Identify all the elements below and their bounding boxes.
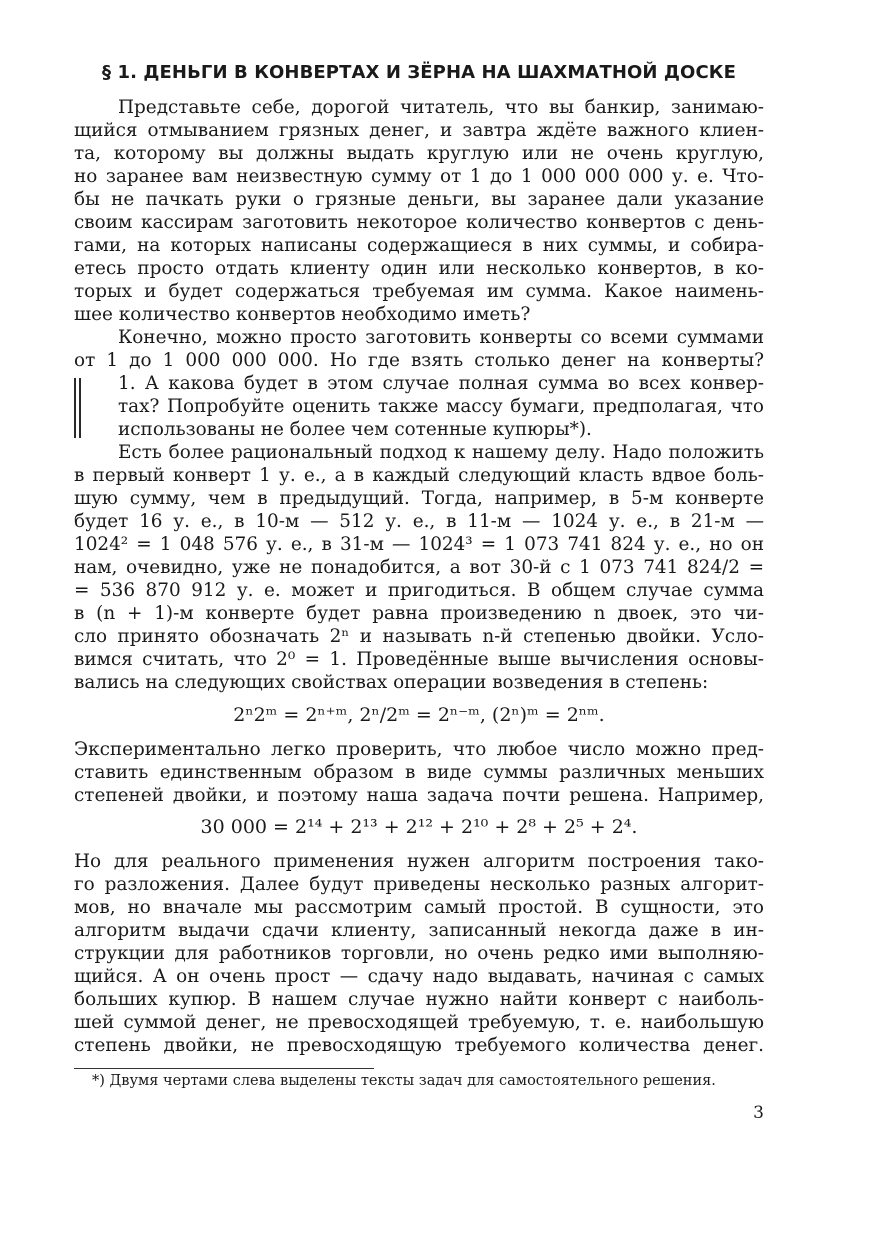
text-line: шую сумму, чем в предыдущий. Тогда, например, в 5-м конверте [74, 488, 764, 509]
exercise-marker-bar [74, 378, 76, 438]
text-line: степеней двойки, и поэтому наша задача почти решена. Например, [74, 785, 764, 806]
text-line: Конечно, можно просто заготовить конверты со всеми суммами [118, 327, 764, 348]
text-line: шее количество конвертов необходимо иметь? [74, 304, 531, 325]
text-line: щийся. А он очень прост — сдачу надо выдавать, начиная с самых [74, 966, 764, 987]
text-line: струкции для работников торговли, но очень редко ими выполняю- [74, 943, 764, 964]
text-line: в (n + 1)-м конверте будет равна произведению n двоек, это чи- [74, 603, 764, 624]
text-line: мов, но вначале мы рассмотрим самый простой. В сущности, это [74, 897, 764, 918]
exercise-marker-bar [79, 378, 81, 438]
text-line: в первый конверт 1 у. е., а в каждый следующий класть вдвое боль- [74, 465, 764, 486]
text-line: будет 16 у. е., в 10-м — 512 у. е., в 11-м — 1024 у. е., в 21-м — [74, 511, 764, 532]
text-line: но заранее вам неизвестную сумму от 1 до 1 000 000 000 у. е. Что- [74, 166, 764, 187]
exercise-line: использованы не более чем сотенные купюры*). [118, 419, 592, 440]
book-page [74, 0, 764, 1240]
text-line: сло принято обозначать 2ⁿ и называть n-й степенью двойки. Усло- [74, 626, 764, 647]
text-line: = 536 870 912 у. е. может и пригодиться. В общем случае сумма [74, 580, 764, 601]
text-line: алгоритм выдачи сдачи клиенту, записанный некогда даже в ин- [74, 920, 764, 941]
text-line: от 1 до 1 000 000 000. Но где взять столько денег на конверты? [74, 350, 764, 371]
text-line: Представьте себе, дорогой читатель, что вы банкир, занимаю- [118, 97, 764, 118]
text-line: щийся отмыванием грязных денег, и завтра ждёте важного клиен- [74, 120, 764, 141]
text-line: та, которому вы должны выдать круглую или не очень круглую, [74, 143, 764, 164]
text-line: Но для реального применения нужен алгоритм построения тако- [74, 851, 764, 872]
text-line: шей суммой денег, не превосходящей требуемую, т. е. наибольшую [74, 1012, 764, 1033]
text-line: больших купюр. В нашем случае нужно найти конверт с наиболь- [74, 989, 764, 1010]
text-line: вались на следующих свойствах операции возведения в степень: [74, 672, 709, 693]
page-number: 3 [753, 1103, 764, 1123]
footnote: *) Двумя чертами слева выделены тексты задач для самостоятельного решения. [92, 1073, 716, 1089]
formula-exponent-properties: 2ⁿ2ᵐ = 2ⁿ⁺ᵐ, 2ⁿ/2ᵐ = 2ⁿ⁻ᵐ, (2ⁿ)ᵐ = 2ⁿᵐ. [233, 704, 605, 726]
text-line: степень двойки, не превосходящую требуемого количества денег. [74, 1035, 764, 1056]
text-line: ставить единственным образом в виде суммы различных меньших [74, 762, 764, 783]
text-line: вимся считать, что 2⁰ = 1. Проведённые выше вычисления основы- [74, 649, 764, 670]
text-line: торых и будет содержаться требуемая им сумма. Какое наимень- [74, 281, 764, 302]
formula-binary-decomposition: 30 000 = 2¹⁴ + 2¹³ + 2¹² + 2¹⁰ + 2⁸ + 2⁵ + 2⁴. [200, 816, 638, 838]
text-line: гами, на которых написаны содержащиеся в них суммы, и собира- [74, 235, 764, 256]
text-line: етесь просто отдать клиенту один или несколько конвертов, в ко- [74, 258, 764, 279]
text-line: бы не пачкать руки о грязные деньги, вы заранее дали указание [74, 189, 764, 210]
exercise-line: 1. А какова будет в этом случае полная сумма во всех конвер- [118, 373, 764, 394]
text-line: своим кассирам заготовить некоторое количество конвертов с день- [74, 212, 764, 233]
text-line: нам, очевидно, уже не понадобится, а вот 30-й с 1 073 741 824/2 = [74, 557, 764, 578]
text-line: 1024² = 1 048 576 у. е., в 31-м — 1024³ = 1 073 741 824 у. е., но он [74, 534, 764, 555]
text-line: Экспериментально легко проверить, что любое число можно пред- [74, 739, 764, 760]
text-line: Есть более рациональный подход к нашему делу. Надо положить [118, 442, 764, 463]
exercise-line: тах? Попробуйте оценить также массу бумаги, предполагая, что [118, 396, 764, 417]
text-line: го разложения. Далее будут приведены несколько разных алгорит- [74, 874, 764, 895]
section-heading: § 1. ДЕНЬГИ В КОНВЕРТАХ И ЗЁРНА НА ШАХМАТНОЙ ДОСКЕ [102, 62, 736, 83]
footnote-rule [74, 1068, 374, 1069]
